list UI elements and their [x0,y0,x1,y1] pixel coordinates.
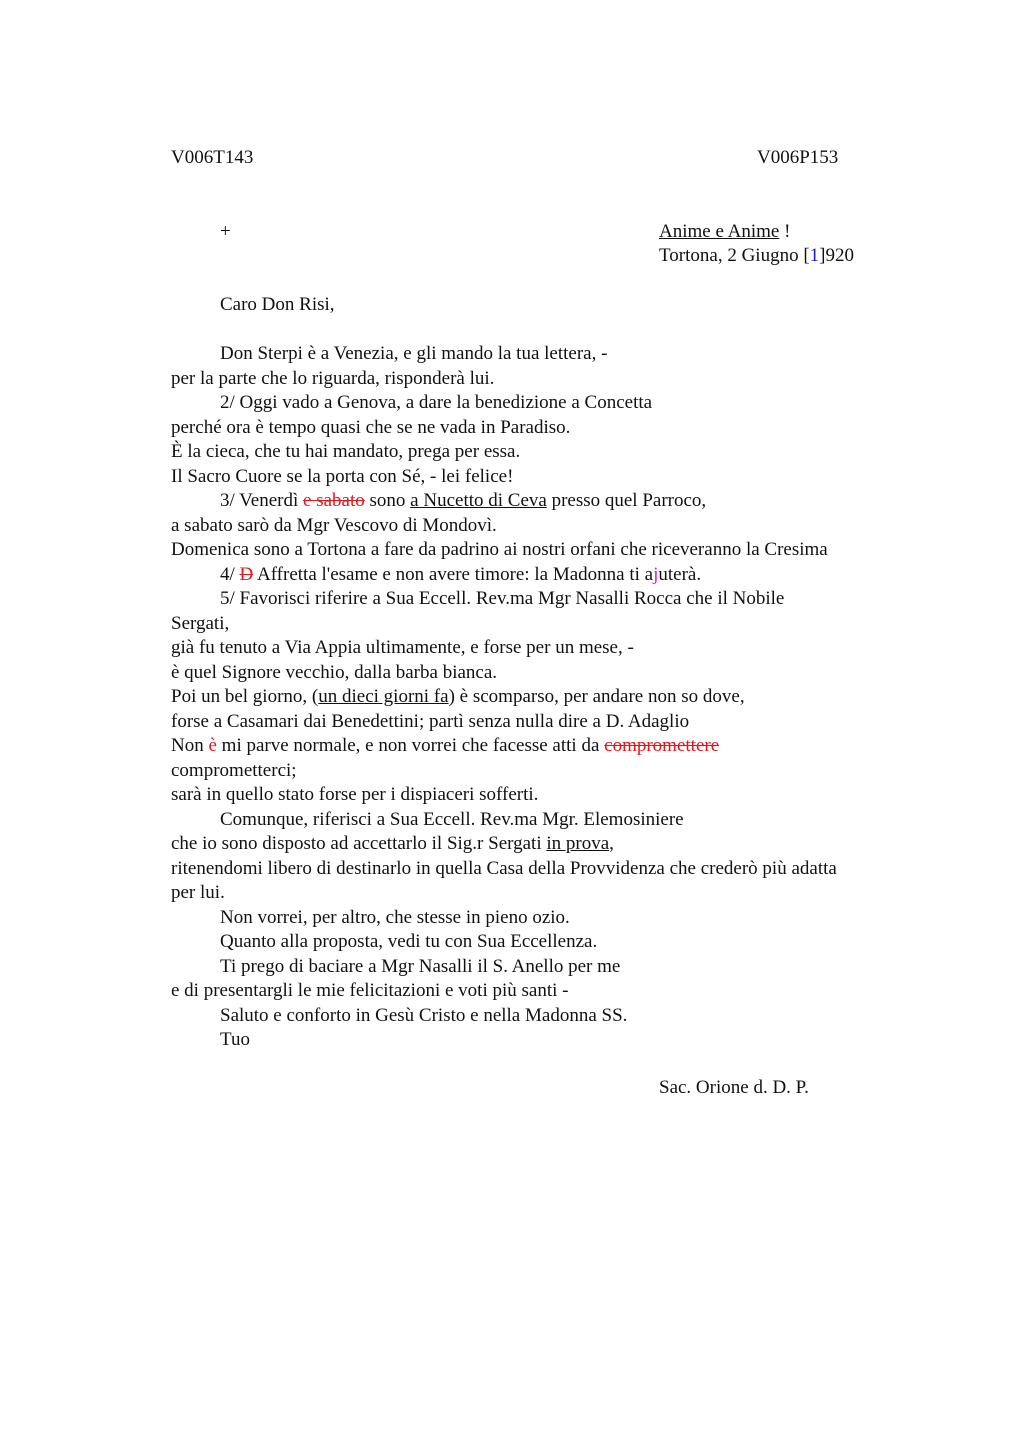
deleted-text: e sabato [303,490,365,511]
underlined-text: a Nucetto di Ceva [410,490,547,511]
body-line: forse a Casamari dai Benedettini; partì senza nulla dire a D. Adaglio [171,710,690,732]
body-line: sarà in quello stato forse per i dispiaceri sofferti. [171,784,539,805]
underlined-text: un dieci giorni fa [318,686,449,707]
body-line: è quel Signore vecchio, dalla barba bianca. [171,661,498,683]
motto-suffix: ! [779,221,791,242]
motto-text: Anime e Anime [659,221,780,242]
body-line: Ti prego di baciare a Mgr Nasalli il S. Anello per me [220,955,621,977]
text-segment: Poi un bel giorno, ( [171,686,319,707]
text-segment: presso quel Parroco, [546,490,707,511]
underlined-text: in prova [546,833,610,854]
dateline-year: ]920 [819,245,854,266]
body-line: a sabato sarò da Mgr Vescovo di Mondovì. [171,514,497,536]
body-line: già fu tenuto a Via Appia ultimamente, e forse per un mese, - [171,637,634,658]
body-line: Comunque, riferisci a Sua Eccell. Rev.ma Mgr. Elemosiniere [220,808,684,830]
body-line: Tuo [220,1029,250,1050]
dateline [659,244,854,268]
body-line [171,734,971,759]
body-line [171,685,971,710]
body-line: ritenendomi libero di destinarlo in quella Casa della Provvidenza che crederò più adatta [171,857,837,879]
body-line [171,563,971,588]
body-line: Saluto e conforto in Gesù Cristo e nella Madonna SS. [220,1004,628,1026]
body-line: 2/ Oggi vado a Genova, a dare la benedizione a Concetta [220,392,653,413]
text-segment: sono [364,490,411,511]
corrected-letter: è [208,735,217,756]
text-segment: 3/ Venerdì [220,490,304,511]
body-line: Domenica sono a Tortona a fare da padrino ai nostri orfani che riceveranno la Cresima [171,539,828,560]
body-line: Il Sacro Cuore se la porta con Sé, - lei felice! [171,465,514,487]
body-line: Don Sterpi è a Venezia, e gli mando la tua lettera, - [220,343,608,364]
text-segment: mi parve normale, e non vorrei che facesse atti da [216,735,605,756]
body-line: e di presentargli le mie felicitazioni e voti più santi - [171,980,569,1001]
body-line: per la parte che lo riguarda, risponderà lui. [171,367,495,389]
body-line [171,489,971,514]
letter-body [171,342,971,1053]
body-line: Sergati, [171,612,230,634]
motto [659,220,790,244]
body-line: perché ora è tempo quasi che se ne vada in Paradiso. [171,416,571,438]
text-segment: Non [171,735,209,756]
signature: Sac. Orione d. D. P. [659,1077,809,1098]
cross-mark: + [220,221,231,242]
body-line: per lui. [171,882,225,903]
editorial-digit: 1 [809,245,820,266]
text-segment: Affretta l'esame e non avere timore: la Madonna ti a [253,563,654,585]
body-line: Quanto alla proposta, vedi tu con Sua Eccellenza. [220,931,598,952]
document-code-left: V006T143 [171,147,254,168]
body-line: comprometterci; [171,759,297,781]
dateline-place-date: Tortona, 2 Giugno [ [659,245,810,266]
text-segment: che io sono disposto ad accettarlo il Sig.r Sergati [171,833,547,854]
body-line [171,832,971,857]
text-segment: 4/ [220,563,240,585]
inserted-letter: j [653,563,659,585]
body-line: Non vorrei, per altro, che stesse in pieno ozio. [220,906,570,928]
body-line: È la cieca, che tu hai mandato, prega per essa. [171,441,521,462]
text-segment: uterà. [658,563,702,585]
text-segment: , [609,833,614,854]
deleted-text: D [239,563,254,585]
salutation: Caro Don Risi, [220,294,335,315]
body-line: 5/ Favorisci riferire a Sua Eccell. Rev.ma Mgr Nasalli Rocca che il Nobile [220,588,785,609]
document-code-right: V006P153 [757,147,839,168]
text-segment: ) è scomparso, per andare non so dove, [448,686,745,707]
deleted-text: compromettere [604,735,720,756]
